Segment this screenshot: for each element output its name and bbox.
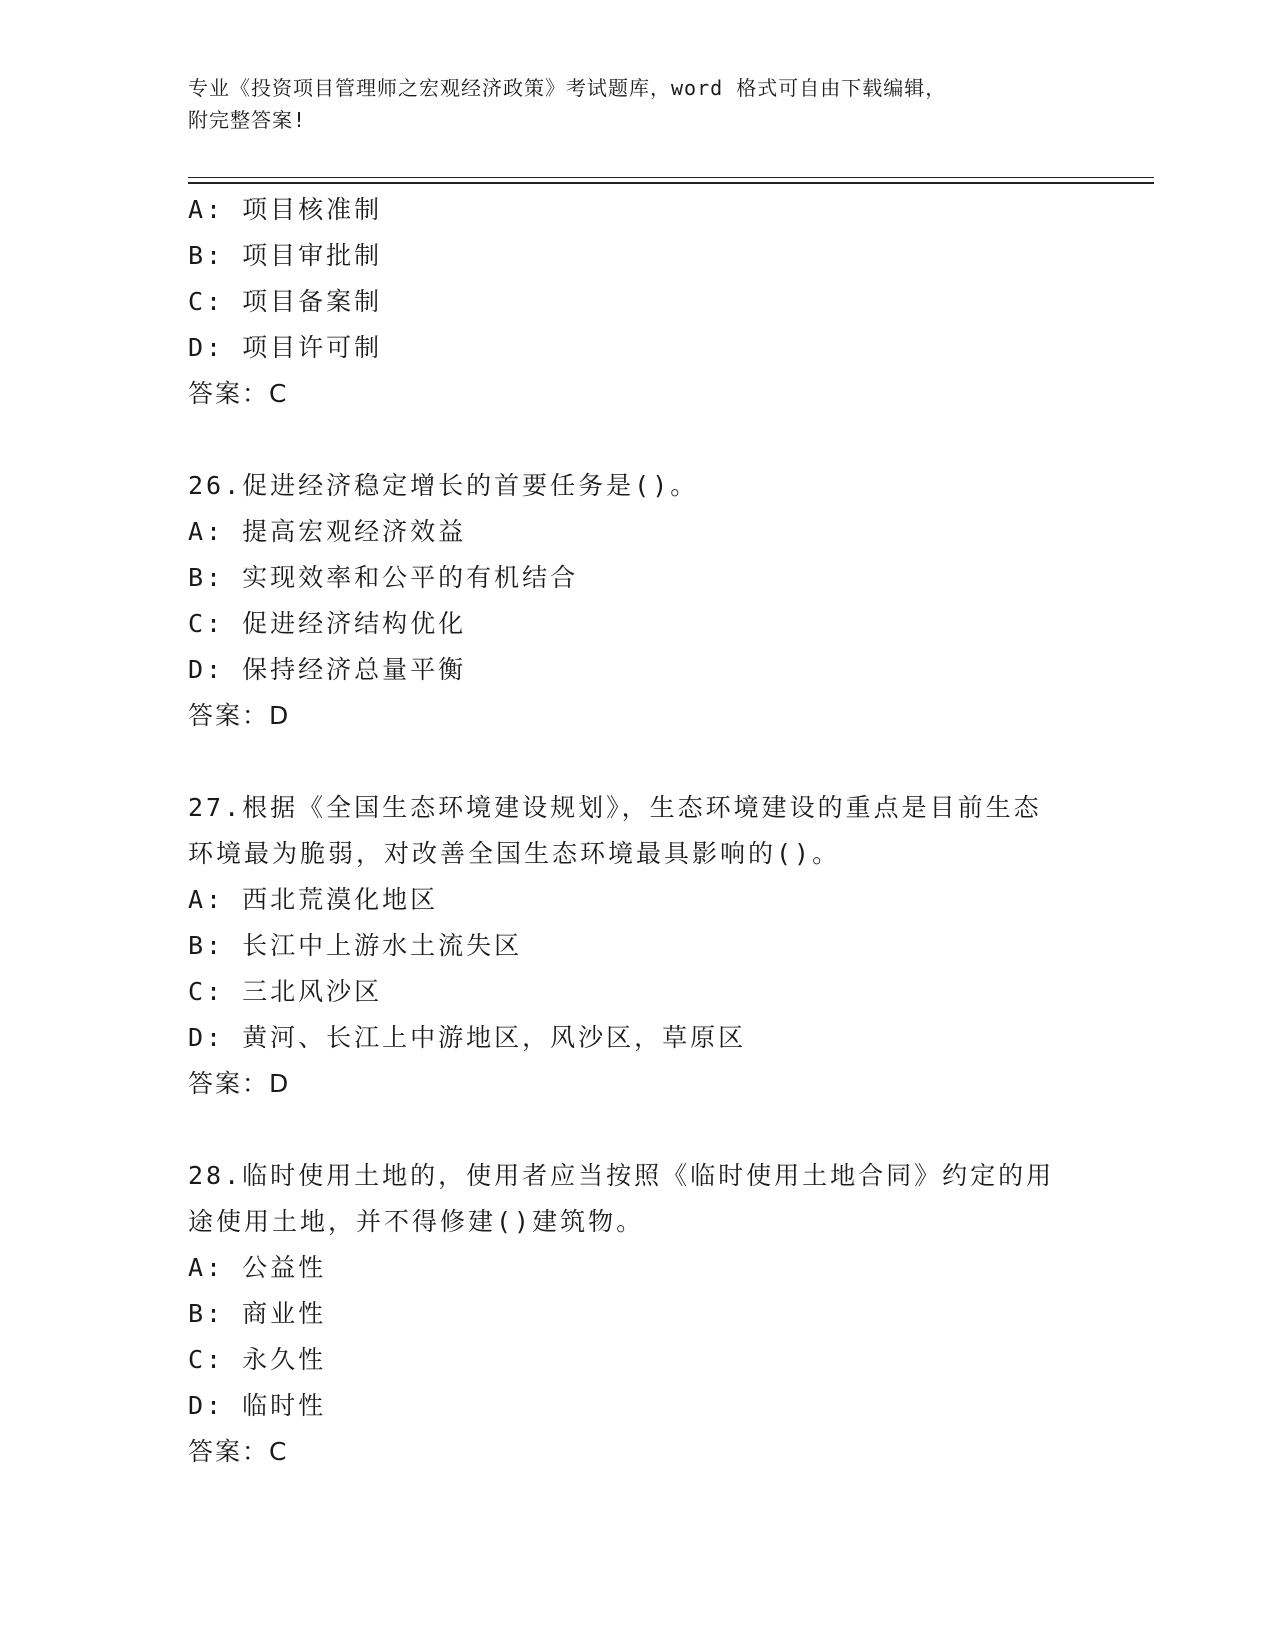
question-stem: 26.促进经济稳定增长的首要任务是()。	[188, 471, 699, 500]
option-c: C: 项目备案制	[188, 287, 383, 316]
option-b: B: 项目审批制	[188, 241, 383, 270]
document-header	[188, 72, 1068, 136]
answer-line: 答案：D	[188, 701, 291, 730]
spacer	[188, 1107, 1088, 1153]
question-stem-line-2: 环境最为脆弱，对改善全国生态环境最具影响的()。	[188, 839, 841, 868]
spacer	[188, 739, 1088, 785]
option-d: D: 黄河、长江上中游地区，风沙区，草原区	[188, 1023, 747, 1052]
header-divider-thick	[188, 182, 1154, 184]
option-b: B: 实现效率和公平的有机结合	[188, 563, 579, 592]
option-c: C: 永久性	[188, 1345, 327, 1374]
question-block-27	[188, 785, 1088, 1107]
question-block-25	[188, 187, 1088, 417]
spacer	[188, 417, 1088, 463]
option-a: A: 西北荒漠化地区	[188, 885, 439, 914]
option-c: C: 三北风沙区	[188, 977, 383, 1006]
answer-line: 答案：D	[188, 1069, 291, 1098]
option-d: D: 保持经济总量平衡	[188, 655, 467, 684]
question-stem-line-1: 28.临时使用土地的，使用者应当按照《临时使用土地合同》约定的用	[188, 1161, 1055, 1190]
header-line-1: 专业《投资项目管理师之宏观经济政策》考试题库，word 格式可自由下载编辑，	[188, 76, 947, 100]
question-stem-line-2: 途使用土地，并不得修建()建筑物。	[188, 1207, 645, 1236]
header-line-2: 附完整答案!	[188, 108, 307, 132]
header-divider-thin	[188, 177, 1154, 178]
option-a: A: 提高宏观经济效益	[188, 517, 467, 546]
option-b: B: 长江中上游水土流失区	[188, 931, 523, 960]
option-a: A: 项目核准制	[188, 195, 383, 224]
option-d: D: 项目许可制	[188, 333, 383, 362]
answer-line: 答案：C	[188, 1437, 289, 1466]
answer-line: 答案：C	[188, 379, 289, 408]
question-stem-line-1: 27.根据《全国生态环境建设规划》，生态环境建设的重点是目前生态	[188, 793, 1042, 822]
option-d: D: 临时性	[188, 1391, 327, 1420]
option-a: A: 公益性	[188, 1253, 327, 1282]
option-b: B: 商业性	[188, 1299, 327, 1328]
question-block-26	[188, 463, 1088, 739]
question-block-28	[188, 1153, 1088, 1475]
option-c: C: 促进经济结构优化	[188, 609, 467, 638]
question-list	[188, 187, 1088, 1475]
